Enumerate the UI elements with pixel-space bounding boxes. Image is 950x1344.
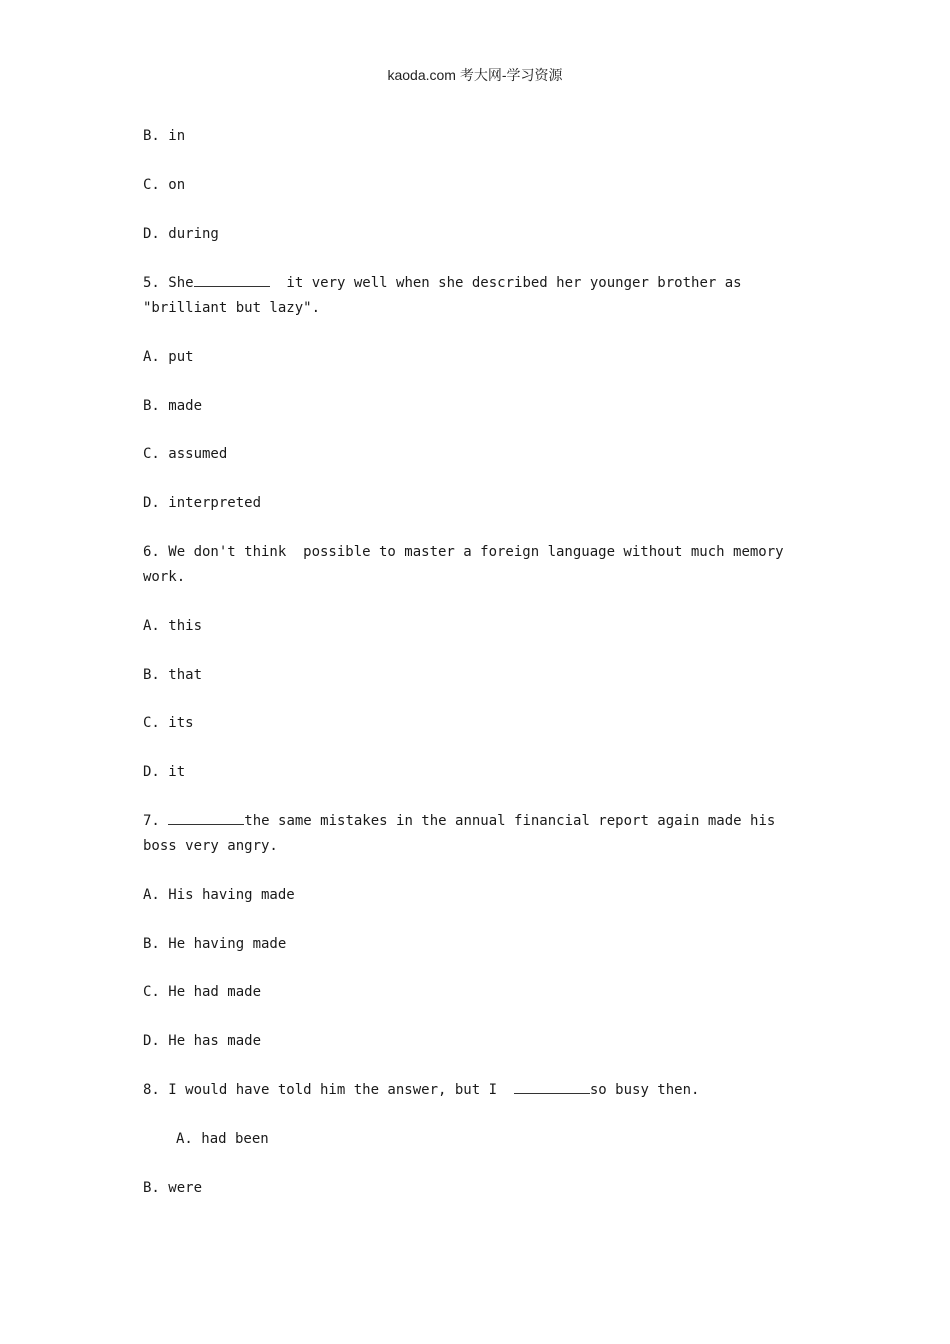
option-b-q4: B. in — [143, 128, 186, 144]
question-8-stem-end: so busy then. — [589, 1082, 700, 1098]
option-a-q6: A. this — [143, 618, 203, 634]
question-7-stem: the same mistakes in the annual financial report again made his — [244, 813, 776, 829]
question-5-stem-end: it very well when she described her younger brother as — [269, 275, 742, 291]
page-header: kaoda.com 考大网-学习资源 — [387, 67, 563, 83]
question-5-line1 — [143, 271, 742, 296]
option-c-q7: C. He had made — [143, 984, 262, 1000]
option-b-q8: B. were — [143, 1180, 203, 1196]
option-d-q7: D. He has made — [143, 1033, 262, 1049]
option-a-q8: A. had been — [176, 1131, 269, 1147]
option-a-q7: A. His having made — [143, 887, 295, 903]
option-a-q5: A. put — [143, 349, 194, 365]
option-d-q5: D. interpreted — [143, 495, 262, 511]
answer-blank — [514, 1079, 590, 1094]
answer-blank — [194, 272, 270, 287]
question-8-stem-start: 8. I would have told him the answer, but I — [143, 1082, 514, 1098]
question-8-line1 — [143, 1078, 699, 1103]
question-5-line2: "brilliant but lazy". — [143, 300, 321, 316]
option-d-q4: D. during — [143, 226, 219, 242]
question-5-stem-start: 5. She — [143, 275, 194, 291]
question-7-line2: boss very angry. — [143, 838, 278, 854]
option-b-q5: B. made — [143, 398, 203, 414]
answer-blank — [168, 810, 244, 825]
question-7-number: 7. — [143, 813, 169, 829]
option-c-q6: C. its — [143, 715, 194, 731]
option-b-q7: B. He having made — [143, 936, 287, 952]
option-c-q4: C. on — [143, 177, 186, 193]
question-7-line1 — [143, 809, 775, 834]
option-c-q5: C. assumed — [143, 446, 228, 462]
question-6-line2: work. — [143, 569, 186, 585]
option-b-q6: B. that — [143, 667, 203, 683]
option-d-q6: D. it — [143, 764, 186, 780]
question-6-line1: 6. We don't think possible to master a foreign language without much memory — [143, 544, 784, 560]
